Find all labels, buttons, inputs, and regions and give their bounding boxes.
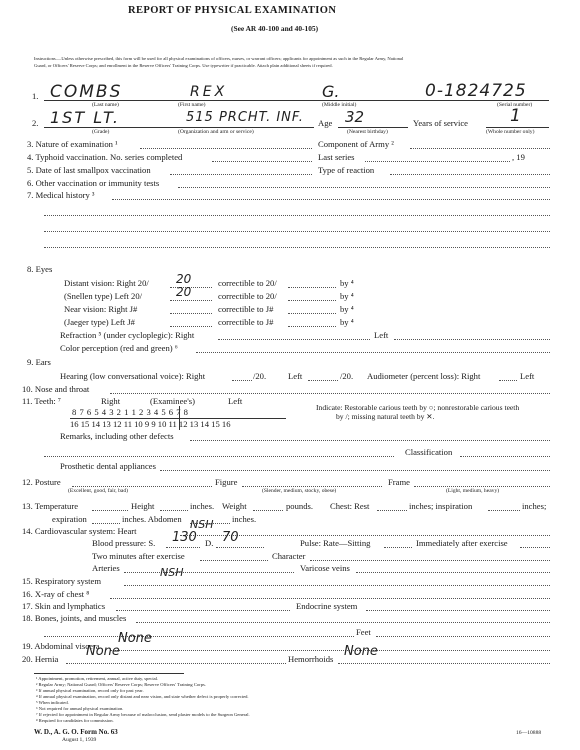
distant-correctible-label: correctible to 20/ (218, 278, 277, 288)
varicose-veins-label: Varicose veins (300, 563, 350, 573)
hearing-right-per20: /20. (253, 371, 267, 381)
posture-hint: (Excellent, good, fair, bad) (68, 488, 129, 494)
teeth-lower-numbers[interactable]: 16 15 14 13 12 11 10 9 9 10 11 12 13 14 15 16 (70, 419, 231, 429)
serial-number-value[interactable]: 0-1824725 (425, 81, 527, 101)
figure-hint: (Slender, medium, stocky, obese) (262, 488, 337, 494)
blood-pressure-label: Blood pressure: S. (92, 538, 156, 548)
blood-pressure-diastolic[interactable]: 70 (222, 530, 239, 545)
hearing-label: Hearing (low conversational voice): Right (60, 371, 206, 381)
hearing-left-per20: /20. (340, 371, 354, 381)
posture-label: 12. Posture (22, 477, 61, 487)
instructions-line-1: Instructions.—Unless otherwise prescribed, this form will be used for all physical examinations of officers, nurses, or warrant officers; applicants for appointment as such in the Regular Army, National (34, 56, 404, 61)
teeth-examinee-label: (Examinee's) (150, 396, 195, 406)
label-organization: (Organization and arm or service) (178, 129, 254, 135)
page-title: REPORT OF PHYSICAL EXAMINATION (128, 5, 337, 16)
distant-vision-label: Distant vision: Right 20/ (64, 278, 149, 288)
refraction-label: Refraction ⁵ (under cycloplegic): Right (60, 330, 195, 340)
component-of-army-field[interactable] (410, 148, 550, 149)
height-label: Height (131, 501, 155, 511)
footnote-6: ⁶ Not required for annual physical examination. (36, 706, 124, 711)
expiration-label: expiration (52, 514, 87, 524)
arteries-label: Arteries (92, 563, 120, 573)
frame-label: Frame (388, 477, 410, 487)
nature-of-examination-field[interactable] (140, 148, 312, 149)
ears-label: 9. Ears (27, 357, 51, 367)
years-of-service-value[interactable]: 1 (510, 106, 521, 126)
nature-of-examination-label: 3. Nature of examination ¹ (27, 139, 118, 149)
hearing-left-label: Left (288, 371, 303, 381)
other-vaccination-label: 6. Other vaccination or immunity tests (27, 178, 160, 188)
last-series-year: , 19 (512, 152, 525, 162)
typhoid-vaccination-label: 4. Typhoid vaccination. No. series completed (27, 152, 183, 162)
row-number-2: 2. (32, 118, 39, 128)
distant-by-label: by ⁴ (340, 278, 354, 288)
near-vision-label: Near vision: Right J# (64, 304, 138, 314)
teeth-left-label: Left (228, 396, 243, 406)
character-label: Character (272, 551, 306, 561)
hemorrhoids-label: Hemorrhoids (288, 654, 334, 664)
teeth-classification-label: Classification (405, 447, 453, 457)
near-by-label: by ⁴ (340, 304, 354, 314)
feet-label: Feet (356, 627, 371, 637)
frame-hint: (Light, medium, heavy) (446, 488, 500, 494)
xray-label: 16. X-ray of chest ⁸ (22, 589, 90, 599)
skin-label: 17. Skin and lymphatics (22, 601, 106, 611)
jaeger-label: (Jaeger type) Left J# (64, 317, 135, 327)
label-nearest-birthday: (Nearest birthday) (347, 129, 388, 135)
label-first-name: (First name) (178, 102, 206, 108)
medical-history-label: 7. Medical history ³ (27, 190, 95, 200)
footnote-8: ⁸ Required for candidates for commission. (36, 718, 114, 723)
footnote-5: ⁵ When indicated. (36, 700, 69, 705)
abdominal-viscera-label: 19. Abdominal viscera (22, 641, 100, 651)
heart-value[interactable]: NSH (190, 518, 214, 531)
near-correctible-label: correctible to J# (218, 304, 274, 314)
temperature-label: 13. Temperature (22, 501, 79, 511)
footnote-3: ³ If annual physical examination, record only for past year. (36, 688, 144, 693)
audiometer-left-label: Left (520, 371, 535, 381)
smallpox-date-field[interactable] (170, 174, 312, 175)
nose-throat-label: 10. Nose and throat (22, 384, 90, 394)
last-series-label: Last series (318, 152, 355, 162)
label-middle-initial: (Middle initial) (322, 102, 357, 108)
abdominal-viscera-value[interactable]: None (118, 631, 152, 646)
middle-initial-value[interactable]: G. (322, 82, 340, 101)
teeth-indicate-line-1: Indicate: Restorable carious teeth by ○; nonrestorable carious teeth (316, 403, 520, 412)
endocrine-label: Endocrine system (296, 601, 358, 611)
bones-label: 18. Bones, joints, and muscles (22, 613, 127, 623)
distant-vision-value[interactable]: 20 (176, 272, 192, 286)
respiratory-label: 15. Respiratory system (22, 576, 102, 586)
teeth-indicate-line-2: by /; missing natural teeth by ✕. (336, 412, 435, 421)
teeth-right-label: Right (101, 396, 121, 406)
teeth-remarks-label: Remarks, including other defects (60, 431, 174, 441)
hernia-value[interactable]: None (86, 644, 120, 659)
chest-rest-label: Chest: Rest (330, 501, 370, 511)
cardiovascular-label: 14. Cardiovascular system: Heart (22, 526, 137, 536)
component-of-army-label: Component of Army ² (318, 139, 394, 149)
age-label: Age (318, 118, 333, 128)
blood-pressure-d-label: D. (205, 538, 214, 548)
instructions-line-2: Guard, or Officers' Reserve Corps; and enrollment in the Reserve Officers' Training Corps. Use typewriter if practicable. Attach plain additional sheets if required. (34, 63, 333, 68)
prosthetic-label: Prosthetic dental appliances (60, 461, 156, 471)
organization-value[interactable]: 515 PRCHT. INF. (186, 110, 304, 125)
first-name-value[interactable]: REX (190, 84, 228, 100)
label-whole-number: (Whole number only) (486, 129, 535, 135)
type-of-reaction-label: Type of reaction (318, 165, 375, 175)
refraction-left-label: Left (374, 330, 389, 340)
page-subtitle: (See AR 40-100 and 40-105) (231, 24, 319, 33)
label-grade: (Grade) (92, 129, 110, 135)
last-name-value[interactable]: COMBS (50, 82, 123, 102)
two-minutes-label: Two minutes after exercise (92, 551, 185, 561)
snellen-value[interactable]: 20 (176, 285, 192, 299)
height-inches: inches. (190, 501, 215, 511)
label-last-name: (Last name) (92, 102, 119, 108)
jaeger-correctible-label: correctible to J# (218, 317, 274, 327)
hemorrhoids-value[interactable]: None (344, 644, 378, 659)
blood-pressure-systolic[interactable]: 130 (172, 530, 197, 545)
footnote-1: ¹ Appointment, promotion, retirement, annual, active duty, special. (36, 676, 159, 681)
years-of-service-label: Years of service (413, 118, 468, 128)
pulse-rate-label: Pulse: Rate—Sitting (300, 538, 371, 548)
weight-pounds: pounds. (286, 501, 313, 511)
weight-label: Weight (222, 501, 247, 511)
form-date: August 1, 1939 (62, 737, 97, 743)
abdomen-inches: inches. (232, 514, 257, 524)
jaeger-by-label: by ⁴ (340, 317, 354, 327)
color-perception-label: Color perception (red and green) ⁶ (60, 343, 178, 353)
hernia-label: 20. Hernia (22, 654, 59, 664)
type-of-reaction-field[interactable] (390, 174, 550, 175)
smallpox-vaccination-label: 5. Date of last smallpox vaccination (27, 165, 151, 175)
after-exercise-label: Immediately after exercise (416, 538, 508, 548)
age-value[interactable]: 32 (345, 108, 365, 126)
snellen-by-label: by ⁴ (340, 291, 354, 301)
other-vaccination-field[interactable] (178, 187, 550, 188)
abdomen-label: inches. Abdomen (122, 514, 182, 524)
form-number: W. D., A. G. O. Form No. 63 (34, 728, 118, 736)
footnote-7: ⁷ If rejected for appointment in Regular Army because of malocclusion, send plaster models to the Surgeon General. (36, 712, 250, 717)
grade-value[interactable]: 1ST LT. (50, 108, 120, 127)
typhoid-series-field[interactable] (212, 161, 312, 162)
eyes-label: 8. Eyes (27, 264, 53, 274)
form-code: 16—10888 (516, 730, 542, 736)
figure-label: Figure (215, 477, 238, 487)
footnote-4: ⁴ If annual physical examination, record only distant and near vision, and state whether defect is properly corrected. (36, 694, 249, 699)
inspiration-inches: inches; (522, 501, 547, 511)
snellen-correctible-label: correctible to 20/ (218, 291, 277, 301)
respiratory-value[interactable]: NSH (160, 566, 184, 579)
inspiration-label: inches; inspiration (409, 501, 473, 511)
footnote-2: ² Regular Army; National Guard; Officers' Reserve Corps; Reserve Officers' Training Corps. (36, 682, 206, 687)
audiometer-label: Audiometer (percent loss): Right (367, 371, 481, 381)
snellen-label: (Snellen type) Left 20/ (64, 291, 143, 301)
medical-history-field[interactable] (112, 199, 550, 200)
label-serial-number: (Serial number) (497, 102, 533, 108)
last-series-field[interactable] (365, 161, 510, 162)
teeth-label: 11. Teeth: ⁷ (22, 396, 61, 406)
row-number-1: 1. (32, 91, 39, 101)
teeth-upper-numbers[interactable]: 8 7 6 5 4 3 2 1 1 2 3 4 5 6 7 8 (72, 407, 189, 417)
